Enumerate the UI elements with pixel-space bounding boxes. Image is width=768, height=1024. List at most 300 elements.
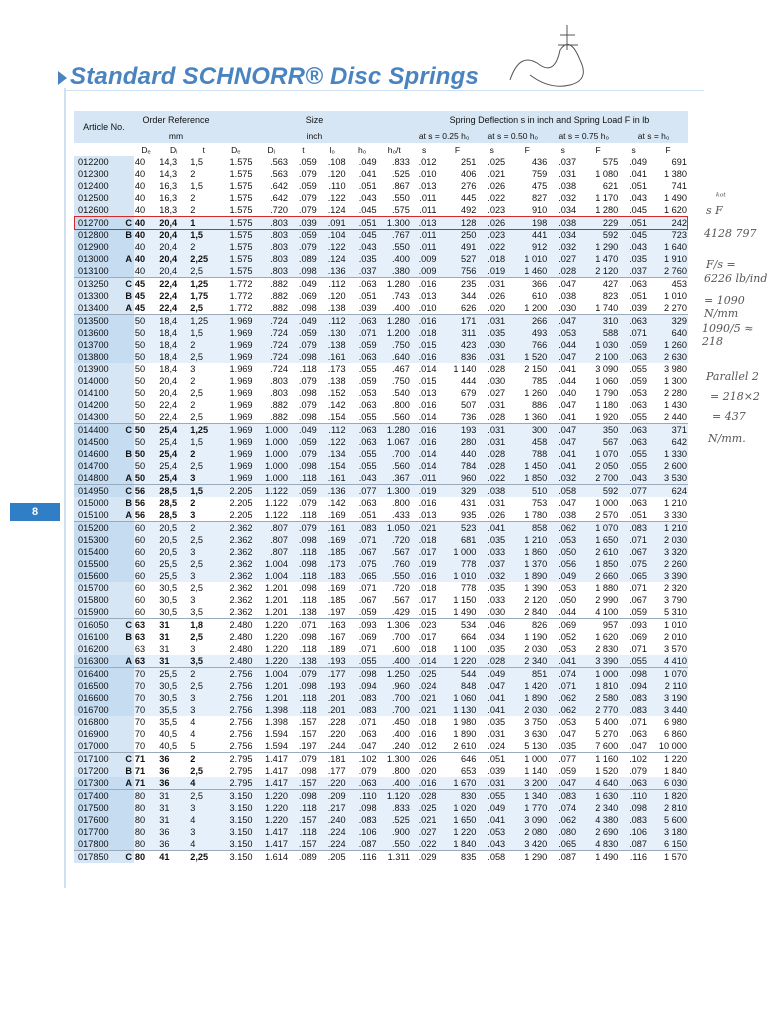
table-cell [121,606,134,619]
table-row [74,241,688,253]
table-cell: .550 [391,193,410,203]
table-cell: 1 880 [595,583,619,593]
table-cell: .050 [548,546,577,558]
table-cell: 1.220 [264,632,288,642]
table-cell: 50 [134,327,158,339]
table-cell: .044 [548,606,577,619]
table-cell: .037 [619,265,648,278]
table-cell: 60 [134,522,158,535]
table-cell: 71 [134,777,158,790]
article-number-cell: 015600 [74,570,121,582]
table-cell: .017 [418,595,437,605]
table-row [74,802,688,814]
table-cell: 1 [189,217,218,230]
table-cell: .014 [411,460,438,472]
table-cell: .030 [477,606,506,619]
table-cell: .220 [318,777,347,790]
table-cell: 1 220 [437,655,477,668]
table-cell: 40 [134,181,146,191]
article-number-cell: 013800 [74,351,121,363]
table-row [74,253,688,265]
table-cell: .055 [619,448,648,460]
table-cell: .031 [487,400,506,410]
table-cell: 1.000 [254,424,289,437]
table-cell: 300 [506,424,548,437]
table-cell: 3 420 [506,838,548,851]
article-number-cell: 012300 [74,168,121,180]
table-cell: 1 290 [577,241,619,253]
article-number-cell: 012500 [74,192,121,204]
table-cell: .803 [270,376,288,386]
highlight-box [74,216,688,231]
table-cell: .240 [378,740,411,753]
table-cell: .110 [328,181,346,191]
article-number-cell: 013250 [74,278,121,291]
table-cell: 50 [134,315,158,328]
table-cell: .724 [254,327,289,339]
table-cell: 681 [437,534,477,546]
table-cell: .098 [298,632,317,642]
table-cell: .098 [289,680,318,692]
table-cell: 2,25 [190,852,209,862]
table-cell: .062 [548,522,577,535]
table-cell: .083 [347,704,378,716]
table-cell: 2 150 [524,364,548,374]
article-number-cell: 012900 [74,241,121,253]
table-cell: 30,5 [159,595,178,605]
table-cell: A [121,655,134,668]
header-deflection: Spring Deflection s in inch and Spring Load F in lb [411,111,688,129]
table-cell: .069 [629,632,648,642]
handwritten-note: s F [706,204,723,217]
left-rule [64,88,66,888]
table-cell: .026 [477,509,506,522]
table-cell: .018 [418,717,437,727]
article-number-cell: 013900 [74,363,121,375]
table-cell: .724 [254,339,289,351]
table-cell: .098 [289,790,318,803]
table-cell: .063 [347,777,378,790]
table-cell: .157 [289,814,318,826]
table-cell: .900 [378,826,411,838]
table-cell: .110 [619,790,648,803]
table-cell: .019 [477,265,506,278]
table-cell [121,704,134,716]
table-cell: 1.969 [218,472,253,485]
table-cell: .035 [548,740,577,753]
table-cell [121,582,134,594]
table-cell: 1.969 [218,448,253,460]
table-cell: 30,5 [158,692,189,704]
table-cell: .400 [378,655,411,668]
table-cell: .038 [558,291,577,301]
table-cell: 886 [531,400,548,410]
table-cell: .011 [411,204,438,217]
table-cell: .034 [487,632,506,642]
article-number-cell: 014700 [74,460,121,472]
table-cell: .016 [411,570,438,582]
table-cell: .010 [411,302,438,315]
table-cell: .177 [318,668,347,681]
table-cell: .882 [254,302,289,315]
table-cell: .027 [487,388,506,398]
table-cell: .102 [358,754,377,764]
table-cell: .136 [318,485,347,498]
table-row [74,290,688,302]
handwritten-note: Parallel 2 [706,370,759,383]
table-cell [121,802,134,814]
table-cell: .055 [629,364,648,374]
table-cell: 2.362 [218,534,253,546]
table-cell: .743 [391,291,410,301]
table-cell: .045 [619,204,648,217]
table-row [74,753,688,766]
table-cell: 329 [648,315,688,328]
article-number-cell: 014100 [74,387,121,399]
table-cell: .049 [298,279,317,289]
table-cell: 25,4 [158,460,189,472]
article-number-cell: 014600 [74,448,121,460]
table-cell: 36 [158,838,189,851]
table-cell: .079 [298,169,317,179]
table-cell: .041 [629,169,648,179]
table-cell: 40 [134,204,158,217]
table-cell: 1.969 [218,327,253,339]
article-number-cell: 017300 [74,777,121,790]
table-cell: .035 [487,644,506,654]
table-cell: .098 [298,388,317,398]
table-cell: 50 [134,388,146,398]
table-cell: 2.362 [229,583,253,593]
table-cell: 28,5 [158,509,189,522]
header-col: F [437,143,477,156]
article-number-cell: 015200 [74,522,121,535]
table-cell: 836 [437,351,477,363]
table-cell: 642 [648,436,688,448]
table-cell: 1.201 [254,606,289,619]
table-cell: 1.969 [218,424,253,437]
table-cell: .020 [418,766,437,776]
table-cell: .055 [347,655,378,668]
table-cell: 1.398 [264,717,288,727]
table-cell: 2 600 [648,460,688,472]
table-cell: .083 [619,814,648,826]
table-cell: 1 000 [595,498,619,508]
table-cell: 30,5 [158,680,189,692]
table-cell: .161 [318,351,347,363]
table-cell: 1 140 [453,364,477,374]
table-cell: 475 [531,181,548,191]
table-cell: .027 [548,253,577,265]
table-cell: .079 [289,448,318,460]
table-cell: .014 [411,448,438,460]
table-cell: 1 650 [437,814,477,826]
table-cell: .055 [477,790,506,803]
table-cell: .047 [548,436,577,448]
table-cell: 6 860 [664,729,687,739]
table-cell: 2,5 [189,680,218,692]
table-cell: .011 [419,193,437,203]
table-cell: 3 [190,644,196,654]
table-cell: .031 [477,777,506,790]
table-cell: 35,5 [159,717,178,727]
table-cell: .185 [327,595,346,605]
table-cell: 63 [134,632,146,642]
table-cell: 25,5 [158,558,189,570]
table-cell: 20,4 [158,241,189,253]
table-cell: .067 [619,546,648,558]
table-cell: .098 [298,766,317,776]
table-cell: .550 [378,570,411,582]
table-row [74,265,688,278]
table-cell: 50 [134,424,158,437]
table-cell [121,351,134,363]
table-cell: 60 [134,534,158,546]
table-cell: .041 [548,411,577,424]
table-cell [121,668,134,681]
table-cell: .118 [299,644,317,654]
table-cell: 2 340 [577,802,619,814]
table-cell: .138 [318,339,347,351]
table-cell: 2 030 [506,704,548,716]
table-cell: 1 060 [595,376,619,386]
table-cell: .013 [418,181,437,191]
table-cell: .189 [327,644,346,654]
article-number-cell: 017000 [74,740,121,753]
article-number-cell: 016400 [74,668,121,681]
handwritten-note: 4128 797 [704,227,757,240]
table-cell: 5 270 [595,729,619,739]
table-cell: A [121,472,134,485]
article-number-cell: 014400 [74,424,121,437]
table-row [74,716,688,728]
table-cell: 5 130 [506,740,548,753]
table-cell: .051 [347,217,378,230]
table-cell: .833 [378,802,411,814]
table-cell: 493 [506,327,548,339]
table-cell: 1 740 [577,302,619,315]
header-at50: at s = 0.50 h₀ [477,129,548,143]
table-cell: 40 [134,229,158,241]
table-cell: .049 [548,570,577,582]
header-col: t [289,143,318,156]
table-cell: 2 270 [648,302,688,315]
table-cell: 444 [461,376,477,386]
table-cell: .043 [358,193,377,203]
table-cell [121,740,134,753]
table-cell: .700 [378,448,411,460]
table-cell: 80 [134,852,146,862]
table-cell: .021 [411,814,438,826]
table-cell: 2 840 [506,606,548,619]
table-cell: 3 [189,704,218,716]
table-cell: .083 [548,790,577,803]
table-cell: 2 [190,400,196,410]
table-cell: 2 [190,754,196,764]
table-cell: .028 [548,265,577,278]
table-cell: .102 [629,754,648,764]
table-cell: 436 [531,157,548,167]
table-cell: .700 [378,704,411,716]
table-cell: 18,4 [158,339,189,351]
table-row [74,472,688,485]
article-number-cell: 013300 [74,290,121,302]
table-cell: 1.280 [378,315,411,328]
table-cell: 1 010 [664,291,687,301]
table-cell: 1 920 [577,411,619,424]
table-cell: 1.280 [378,424,411,437]
table-cell: .043 [477,838,506,851]
article-number-cell: 017850 [74,851,121,864]
table-cell: 3 530 [648,472,688,485]
table-cell: .063 [619,436,648,448]
table-cell: 736 [437,411,477,424]
table-cell: 20,4 [158,253,189,265]
table-cell: .018 [411,327,438,339]
table-row [74,327,688,339]
table-cell: .169 [318,534,347,546]
article-number-cell: 015400 [74,546,121,558]
table-cell: .525 [391,169,410,179]
table-cell [121,570,134,582]
table-cell: 350 [577,424,619,437]
table-cell: .010 [418,169,437,179]
table-cell: .093 [629,620,648,630]
table-cell: .051 [358,181,377,191]
table-cell: 1.220 [264,644,288,654]
table-cell: .037 [347,265,378,278]
table-cell: 1.575 [218,265,253,278]
table-cell: 5 400 [595,717,619,727]
table-cell: .197 [318,606,347,619]
table-cell: .807 [254,546,289,558]
table-row [74,765,688,777]
article-number-cell: 014950 [74,485,121,498]
table-cell: .046 [487,620,506,630]
table-cell: 1 790 [595,388,619,398]
table-cell: .724 [254,315,289,328]
table-cell: 25,4 [158,436,189,448]
table-cell: .079 [289,241,318,253]
table-cell: 50 [134,472,158,485]
table-cell: 2 770 [577,704,619,716]
table-cell: C [121,753,134,766]
table-cell: 1 430 [664,400,687,410]
table-cell: 1 380 [664,169,687,179]
table-cell: 1.969 [229,364,253,374]
table-cell: 4 [190,717,196,727]
table-cell: C [121,619,134,632]
table-cell: 40 [134,241,158,253]
table-cell: .049 [629,157,648,167]
table-cell: 492 [437,204,477,217]
table-cell: 3,5 [189,606,218,619]
header-col: Dᵢ [254,143,289,156]
table-cell: 4 100 [577,606,619,619]
table-cell: .053 [548,534,577,546]
table-cell: .079 [298,754,317,764]
table-cell: .058 [548,485,577,498]
table-cell: .041 [477,522,506,535]
table-cell: .217 [318,802,347,814]
table-cell: 1.969 [229,376,253,386]
table-cell: 1 140 [524,766,548,776]
table-cell: 1.220 [254,802,289,814]
table-cell: 70 [134,680,158,692]
table-cell: .062 [548,704,577,716]
table-cell: 30,5 [159,583,178,593]
table-cell: .055 [619,460,648,472]
table-cell: .575 [378,204,411,217]
table-cell: 50 [134,411,158,424]
table-cell: .017 [418,632,437,642]
table-cell: B [121,497,134,509]
table-cell: 45 [134,291,146,301]
table-cell: 1 460 [506,265,548,278]
table-cell: 3.150 [218,826,253,838]
table-cell: 610 [531,291,548,301]
table-cell: .040 [558,388,577,398]
table-row [74,399,688,411]
table-cell: .033 [477,546,506,558]
table-row [74,790,688,803]
table-cell: .047 [347,740,378,753]
table-cell: 56 [134,485,158,498]
header-col: F [506,143,548,156]
table-cell: 1.306 [386,620,410,630]
table-cell: .083 [347,692,378,704]
table-cell: 3 [189,472,218,485]
table-cell: A [121,253,134,265]
header-col: s [619,143,648,156]
table-cell: 2 [189,448,218,460]
table-cell: 1.220 [254,655,289,668]
table-cell: .051 [619,217,648,230]
table-cell: 1 080 [595,169,619,179]
table-row [74,826,688,838]
table-cell: .079 [289,522,318,535]
table-cell [121,680,134,692]
table-cell: .112 [318,315,347,328]
table-cell: 20,4 [159,376,178,386]
table-cell: .124 [318,253,347,265]
table-row [74,534,688,546]
table-cell: 1.122 [254,485,289,498]
table-cell: 2 050 [577,460,619,472]
table-cell: 1 020 [437,802,477,814]
table-cell: .021 [411,704,438,716]
table-cell: 835 [461,852,477,862]
table-cell: .059 [619,339,648,351]
header-order-ref: Order Reference [134,111,218,129]
table-cell: .013 [418,291,437,301]
table-cell: .167 [327,632,346,642]
table-cell: 2.480 [229,620,253,630]
article-number-cell: 016050 [74,619,121,632]
table-cell: 2 [190,193,196,203]
table-cell: .014 [418,364,437,374]
table-cell: 18,4 [159,364,178,374]
table-cell: .053 [629,388,648,398]
header-col: Dᵢ [158,143,189,156]
table-cell: 2,5 [189,351,218,363]
table-cell: .116 [629,852,648,862]
article-number-cell: 014200 [74,399,121,411]
table-cell: .034 [548,229,577,241]
table-cell [121,168,134,180]
table-cell: 3 390 [577,655,619,668]
header-col: s [477,143,506,156]
